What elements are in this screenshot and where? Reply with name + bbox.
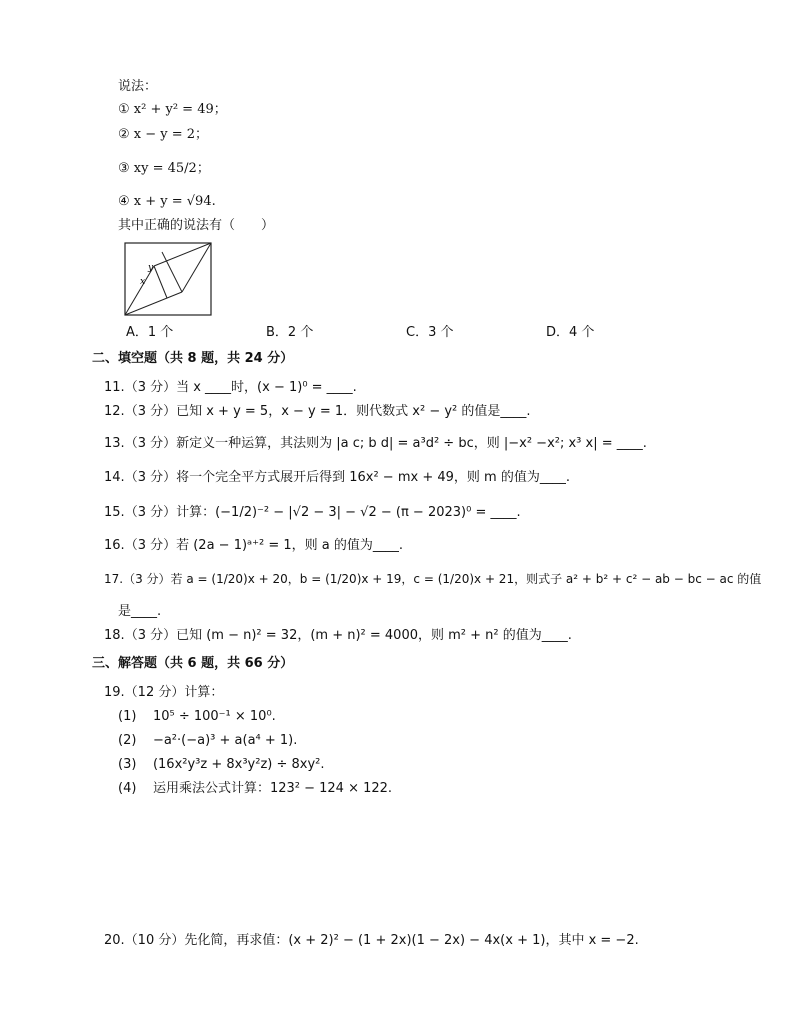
figure-label-y: y <box>148 263 154 273</box>
q14-points: （3 分） <box>124 470 177 485</box>
q17-points: （3 分） <box>123 572 171 586</box>
question-14 <box>104 469 570 487</box>
q16-points: （3 分） <box>124 538 177 553</box>
q13-number: 13. <box>104 436 125 451</box>
question-11 <box>104 379 357 397</box>
q17-text-cont: 是____. <box>118 604 162 619</box>
outer-square <box>125 243 211 315</box>
q19-item-4-text: 运用乘法公式计算：123² − 124 × 122. <box>152 781 393 796</box>
statements-intro: 说法： <box>118 79 158 94</box>
q18-text: 已知 (m − n)² = 32，(m + n)² = 4000，则 m² + n² 的值为____. <box>176 628 572 643</box>
q11-number: 11. <box>104 380 125 395</box>
option-a: A．1 个 <box>126 325 174 340</box>
question-19-head: 19.（12 分）计算： <box>104 685 224 700</box>
q13-points: （3 分） <box>124 436 177 451</box>
q19-item-4-number: (4) <box>118 781 137 796</box>
option-c: C．3 个 <box>406 325 454 340</box>
q19-item-2-text: −a²·(−a)³ + a(a⁴ + 1). <box>152 733 298 748</box>
q12-points: （3 分） <box>124 404 177 419</box>
question-13 <box>104 435 647 453</box>
q17-text: 若 a = (1/20)x + 20，b = (1/20)x + 19，c = (1/20)x + 21，则式子 a² + b² + c² − ab − bc − ac 的值 <box>170 572 762 586</box>
statement-3: ③ xy = 45/2； <box>118 161 210 176</box>
question-18 <box>104 627 572 645</box>
q19-item-1-number: (1) <box>118 709 137 724</box>
option-b: B．2 个 <box>266 325 314 340</box>
q15-points: （3 分） <box>124 505 177 520</box>
square-figure <box>124 242 214 318</box>
inner-line-4 <box>125 292 182 315</box>
q16-number: 16. <box>104 538 125 553</box>
section-2-title: 二、填空题（共 8 题，共 24 分） <box>92 351 294 366</box>
q17-number: 17. <box>104 572 124 586</box>
inner-line-1 <box>125 266 154 315</box>
q12-number: 12. <box>104 404 125 419</box>
section-3-title: 三、解答题（共 6 题，共 66 分） <box>92 656 294 671</box>
q18-points: （3 分） <box>124 628 177 643</box>
question-17 <box>104 570 761 588</box>
q19-item-3-text: (16x²y³z + 8x³y²z) ÷ 8xy². <box>152 757 325 772</box>
q19-item-3-number: (3) <box>118 757 137 772</box>
q11-text: 当 x ____时，(x − 1)⁰ = ____. <box>176 380 357 395</box>
q15-number: 15. <box>104 505 125 520</box>
q19-item-2-number: (2) <box>118 733 137 748</box>
question-17-cont <box>118 603 161 621</box>
q14-text: 将一个完全平方式展开后得到 16x² − mx + 49，则 m 的值为____. <box>176 470 570 485</box>
question-12 <box>104 403 531 421</box>
figure-label-x: x <box>140 277 146 287</box>
question-20: 20.（10 分）先化简，再求值：(x + 2)² − (1 + 2x)(1 − 2x) − 4x(x + 1)，其中 x = −2. <box>104 933 639 948</box>
inner-line-3 <box>182 243 211 292</box>
statement-2: ② x − y = 2； <box>118 127 209 142</box>
inner-line-5 <box>154 266 167 298</box>
inner-line-2 <box>154 243 211 266</box>
q19-item-3 <box>118 756 325 774</box>
q19-item-4 <box>118 780 392 798</box>
question-16 <box>104 537 403 555</box>
option-d: D．4 个 <box>546 325 595 340</box>
question-15 <box>104 504 521 522</box>
q15-text: 计算：(−1/2)⁻² − |√2 − 3| − √2 − (π − 2023)⁰ = ____. <box>176 505 521 520</box>
q19-item-1 <box>118 708 276 726</box>
q12-text: 已知 x + y = 5，x − y = 1．则代数式 x² − y² 的值是____. <box>176 404 531 419</box>
q18-number: 18. <box>104 628 125 643</box>
q14-number: 14. <box>104 470 125 485</box>
question-prompt: 其中正确的说法有（ ） <box>118 218 275 233</box>
statement-1: ① x² + y² = 49； <box>118 102 227 117</box>
q19-item-2 <box>118 732 297 750</box>
q11-points: （3 分） <box>124 380 177 395</box>
q16-text: 若 (2a − 1)ᵃ⁺² = 1，则 a 的值为____. <box>176 538 403 553</box>
inner-line-6 <box>162 252 182 292</box>
statement-4: ④ x + y = √94. <box>118 194 216 209</box>
q13-text: 新定义一种运算，其法则为 |a c; b d| = a³d² ÷ bc，则 |−x² −x²; x³ x| = ____. <box>176 436 647 451</box>
q19-item-1-text: 10⁵ ÷ 100⁻¹ × 10⁰. <box>152 709 276 724</box>
